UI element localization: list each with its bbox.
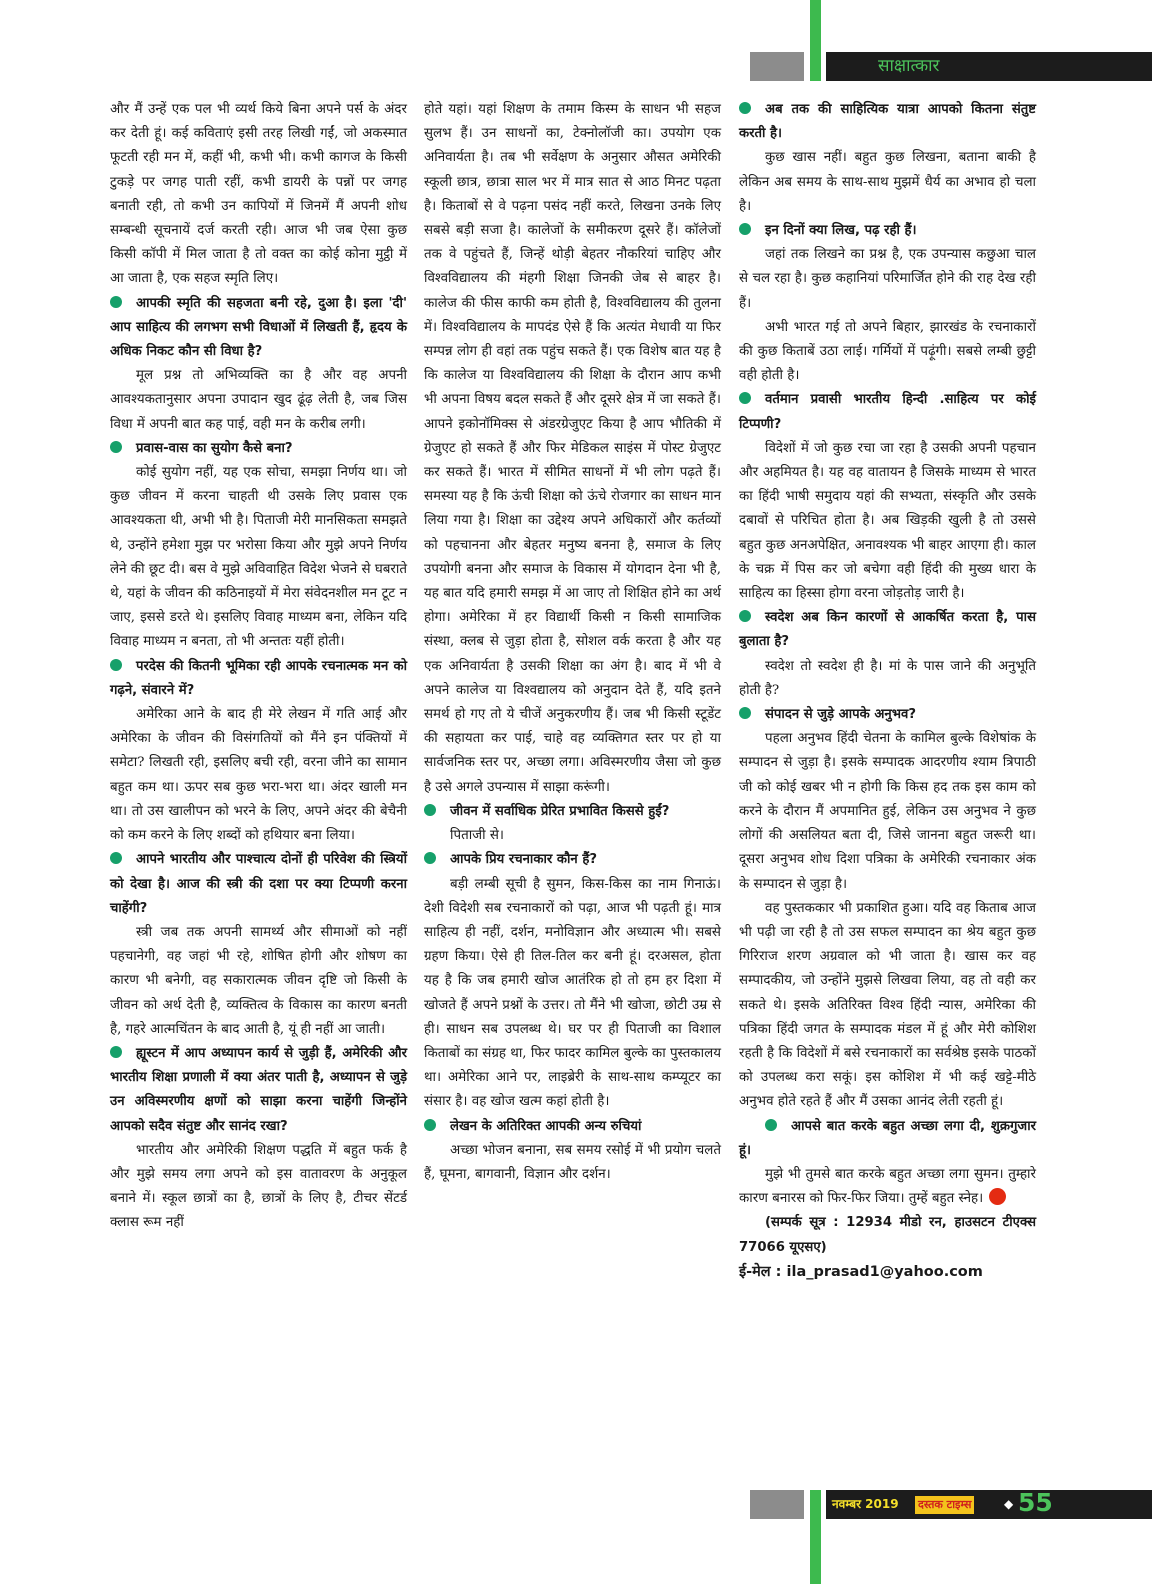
paragraph: होते यहां। यहां शिक्षण के तमाम किस्म के साधन भी सहज सुलभ हैं। उन साधनों का, टेक्नोलॉजी का। उपयोग एक अनिवार्यता है। तब भी सर्वेक्षण के अनुसार औसत अमेरिकी स्कूली छात्र, छात्रा साल भर में मात्र सात से आठ मिनट पढ़ता है। किताबों से वे पढ़ना पसंद नहीं करते, लिखना उनके लिए सबसे बड़ी सजा है। कालेजों के समीकरण दूसरे हैं। कॉलेजों तक वे पहुंचते हैं, जिन्हें थोड़ी बेहतर नौकरियां चाहिए और विश्वविद्यालय की मंहगी शिक्षा जिनकी जेब से बाहर है। कालेज की फीस काफी कम होती है, विश्वविद्यालय की तुलना में। विश्वविद्यालय के मापदंड ऐसे हैं कि अत्यंत मेधावी या फिर सम्पन्न लोग ही वहां तक पहुंच सकते हैं। एक विशेष बात यह है कि कालेज या विश्वविद्यालय की शिक्षा के दौरान आप कभी भी अपना विषय बदल सकते हैं और दूसरे क्षेत्र में जा सकते हैं। आपने इकोनॉमिक्स से अंडरग्रेजुएट किया है आप भौतिकी में ग्रेजुएट हो सकते हैं और फिर मेडिकल साइंस में पोस्ट ग्रेजुएट कर सकते हैं। भारत में सीमित साधनों में भी लोग पढ़ते हैं। समस्या यह है कि ऊंची शिक्षा को ऊंचे रोजगार का साधन मान लिया गया है। शिक्षा का उद्देश्य अपने अधिकारों और कर्तव्यों को पहचानना और बेहतर मनुष्य बनना है, समाज के लिए उपयोगी बनना और समाज के विकास में योगदान देना भी है, यह बात यदि हमारी समझ में आ जाए तो शिक्षित होने का अर्थ होगा। अमेरिका में हर विद्यार्थी किसी न किसी सामाजिक संस्था, क्लब से जुड़ा होता है, सोशल वर्क करता है और यह एक अनिवार्यता है उसकी शिक्षा का अंग है। बाद में भी वे अपने कालेज या विश्वद्यालय को अनुदान देते हैं, यदि इतने समर्थ हो गए तो ये चीजें अनुकरणीय हैं। जब भी किसी स्टूडेंट की सहायता कर पाई, चाहे वह व्यक्तिगत स्तर पर हो या सार्वजनिक स्तर पर, अच्छा लगा। अविस्मरणीय जैसा जो कुछ है उसे अगले उपन्यास में साझा करूंगी। <box>424 102 721 795</box>
paragraph: और मैं उन्हें एक पल भी व्यर्थ किये बिना अपने पर्स के अंदर कर देती हूं। कई कविताएं इसी तरह लिखी गईं, जो अकस्मात फूटती रही मन में, कहीं भी, कभी भी। कभी कागज के किसी टुकड़े पर जगह पाती रहीं, कभी डायरी के पन्नों पर जगह बनाती रही, तो कभी उन कापियों में जिनमें मैं अपनी शोध सम्बन्धी सूचनायें दर्ज करती रही। आज भी जब ऐसा कुछ किसी कॉपी में मिल जाता है तो वक्त का कोई कोना मुट्ठी में आ जाता है, एक सहज स्मृति लिए। <box>110 102 407 287</box>
article-column-3 <box>739 98 1036 1284</box>
page-number: 55 <box>1018 1488 1053 1517</box>
contact-email[interactable]: ई-मेल : ila_prasad1@yahoo.com <box>739 1263 983 1280</box>
bullet-icon <box>424 852 436 864</box>
bullet-icon <box>110 659 122 671</box>
question <box>110 655 407 703</box>
question-text: ह्यूस्टन में आप अध्यापन कार्य से जुड़ी हैं, अमेरिकी और भारतीय शिक्षा प्रणाली में क्या अंतर पाती है, अध्यापन से जुड़े उन अविस्मरणीय क्षणों को साझा करना चाहेंगी जिन्होंने आपको सदैव संतुष्ट और सानंद रखा? <box>110 1045 407 1134</box>
question-text: जीवन में सर्वाधिक प्रेरित प्रभावित किससे हुईं? <box>450 803 670 819</box>
answer: अच्छा भोजन बनाना, सब समय रसोई में भी प्रयोग चलते हैं, घूमना, बागवानी, विज्ञान और दर्शन। <box>424 1142 721 1182</box>
question <box>110 1042 407 1139</box>
contact-address: (सम्पर्क सूत्र : 12934 मीडो रन, हाउसटन टीएक्स 77066 यूएसए) <box>739 1215 1036 1255</box>
question-text: आपसे बात करके बहुत अच्छा लगा दी, शुक्रगुजार हूं। <box>739 1118 1036 1158</box>
footer-gray-block <box>750 1490 804 1519</box>
bullet-icon <box>739 392 751 404</box>
bullet-icon <box>424 804 436 816</box>
answer: कुछ खास नहीं। बहुत कुछ लिखना, बताना बाकी है लेकिन अब समय के साथ-साथ मुझमें धैर्य का अभाव हो चला है। <box>739 150 1036 214</box>
question-text: प्रवास-वास का सुयोग कैसे बना? <box>136 440 293 456</box>
answer: कोई सुयोग नहीं, यह एक सोचा, समझा निर्णय था। जो कुछ जीवन में करना चाहती थी उसके लिए प्रवास एक आवश्यकता थी, अभी भी है। पिताजी मेरी मानसिकता समझते थे, उन्होंने हमेशा मुझ पर भरोसा किया और मुझे अपने निर्णय लेने की छूट दी। बस वे मुझे अविवाहित विदेश भेजने से घबराते थे, यहां के जीवन की कठिनाइयों में मेरा संवेदनशील मन टूट न जाए, इससे डरते थे। इसलिए विवाह माध्यम बना, लेकिन यदि विवाह माध्यम न बनता, तो भी अन्ततः यहीं होती। <box>110 465 407 650</box>
header-black-bar <box>826 52 1152 81</box>
question <box>110 292 407 365</box>
article-column-2 <box>424 98 721 1187</box>
question <box>739 98 1036 146</box>
footer-green-bar <box>810 1490 821 1584</box>
question-text: आपने भारतीय और पाश्चात्य दोनों ही परिवेश की स्त्रियों को देखा है। आज की स्त्री की दशा पर क्या टिप्पणी करना चाहेंगी? <box>110 852 407 916</box>
answer: पहला अनुभव हिंदी चेतना के कामिल बुल्के विशेषांक के सम्पादन से जुड़ा है। इसके सम्पादक आदरणीय श्याम त्रिपाठी जी को कोई खबर भी न होगी कि किस हद तक इस काम को करने के दौरान मैं अपमानित हुई, लेकिन उस अनुभव ने कुछ लोगों की असलियत बता दी, जिसे जानना बहुत जरूरी था। दूसरा अनुभव शोध दिशा पत्रिका के अमेरिकी रचनाकार अंक के सम्पादन से जुड़ा है। <box>739 731 1036 892</box>
answer: अभी भारत गई तो अपने बिहार, झारखंड के रचनाकारों की कुछ किताबें उठा लाई। गर्मियों में पढ़ूंगी। सबसे लम्बी छुट्टी वही होती है। <box>739 319 1036 384</box>
bullet-icon <box>110 852 122 864</box>
answer: बड़ी लम्बी सूची है सुमन, किस-किस का नाम गिनाऊं। देशी विदेशी सब रचनाकारों को पढ़ा, आज भी पढ़ती हूं। मात्र साहित्य ही नहीं, दर्शन, मनोविज्ञान और अध्यात्म भी। सबसे ग्रहण किया। ऐसे ही तिल-तिल कर बनी हूं। दरअसल, होता यह है कि जब हमारी खोज आतंरिक हो तो हम हर दिशा में खोजते हैं अपने प्रश्नों के उत्तर। तो मैंने भी खोजा, छोटी उम्र से ही। साधन सब उपलब्ध थे। घर पर ही पिताजी का विशाल किताबों का संग्रह था, फिर फादर कामिल बुल्के का पुस्तकालय था। अमेरिका आने पर, लाइब्रेरी के साथ-साथ कम्प्यूटर का संसार है। वह खोज खत्म कहां होती है। <box>424 876 721 1110</box>
bullet-icon <box>765 1119 777 1131</box>
question <box>424 1115 721 1139</box>
article-column-1 <box>110 98 407 1236</box>
bullet-icon <box>739 707 751 719</box>
question <box>739 703 1036 727</box>
question-text: स्वदेश अब किन कारणों से आकर्षित करता है, पास बुलाता है? <box>739 610 1036 650</box>
question-text: इन दिनों क्या लिख, पढ़ रही हैं। <box>765 223 917 239</box>
question-text: आपकी स्मृति की सहजता बनी रहे, दुआ है। इला 'दी' आप साहित्य की लगभग सभी विधाओं में लिखती हैं, हृदय के अधिक निकट कौन सी विधा है? <box>110 295 407 360</box>
bullet-icon <box>739 610 751 622</box>
header-gray-block <box>750 52 804 81</box>
question-text: परदेस की कितनी भूमिका रही आपके रचनात्मक मन को गढ़ने, संवारने में? <box>110 658 407 698</box>
answer: स्वदेश तो स्वदेश ही है। मां के पास जाने की अनुभूति होती है? <box>739 658 1036 698</box>
question <box>110 848 407 921</box>
bullet-icon <box>424 1119 436 1131</box>
question <box>424 848 721 872</box>
answer: पिताजी से। <box>450 828 504 844</box>
bullet-icon <box>110 1046 122 1058</box>
bullet-icon <box>110 296 122 308</box>
answer <box>739 1163 1036 1211</box>
answer-text: मुझे भी तुमसे बात करके बहुत अच्छा लगा सुमन। तुम्हारे कारण बनारस को फिर-फिर जिया। तुम्हें बहुत स्नेह। <box>739 1166 1036 1207</box>
answer: अमेरिका आने के बाद ही मेरे लेखन में गति आई और अमेरिका के जीवन की विसंगतियों को मैंने इन पंक्तियों में समेटा? लिखती रही, इसलिए बची रही, वरना जीने का सामान बहुत कम था। ऊपर सब कुछ भरा-भरा था। अंदर खाली मन था। तो उस खालीपन को भरने के लिए, अपने अंदर की बेचैनी को कम करने के लिए शब्दों को हथियार बना लिया। <box>110 707 407 844</box>
end-mark-icon <box>989 1188 1006 1205</box>
question-text: संपादन से जुड़े आपके अनुभव? <box>765 707 917 723</box>
bullet-icon <box>739 223 751 235</box>
question <box>739 606 1036 654</box>
answer: भारतीय और अमेरिकी शिक्षण पद्धति में बहुत फर्क है और मुझे समय लगा अपने को इस वातावरण के अनुकूल बनाने में। स्कूल छात्रों का है, छात्रों के लिए है, टीचर सेंटर्ड क्लास रूम नहीं <box>110 1142 407 1231</box>
question-text: वर्तमान प्रवासी भारतीय हिन्दी .साहित्य पर कोई टिप्पणी? <box>739 392 1036 432</box>
question <box>424 800 721 824</box>
answer: मूल प्रश्न तो अभिव्यक्ति का है और वह अपनी आवश्यकतानुसार अपना उपादान खुद ढूंढ़ लेती है, जब जिस विधा में अपनी बात कह पाई, वही मन के करीब लगी। <box>110 368 407 432</box>
header-green-bar <box>810 0 821 81</box>
question <box>739 388 1036 436</box>
answer: विदेशों में जो कुछ रचा जा रहा है उसकी अपनी पहचान और अहमियत है। यह वह वातायन है जिसके माध्यम से भारत का हिंदी भाषी समुदाय यहां की सभ्यता, संस्कृति और उसके दबावों से परिचित होता है। अब खिड़की खुली है तो उससे बहुत कुछ अनअपेक्षित, अनावश्यक भी बाहर आएगा ही। काल के चक्र में पिस कर जो बचेगा वही हिंदी की मुख्य धारा के साहित्य का हिस्सा होगा वरना जोड़तोड़ जारी है। <box>739 440 1036 602</box>
question-text: आपके प्रिय रचनाकार कौन हैं? <box>450 852 597 868</box>
section-title: साक्षात्कार <box>878 56 940 76</box>
magazine-logo: दस्तक टाइम्स <box>915 1496 974 1514</box>
answer: वह पुस्तककार भी प्रकाशित हुआ। यदि वह किताब आज भी पढ़ी जा रही है तो उस सफल सम्पादन का श्रेय बहुत कुछ गिरिराज शरण अग्रवाल को भी जाता है। खास कर वह सम्पादकीय, जो उन्होंने मुझसे लिखवा लिया, वह तो वही कर सकते थे। इसके अतिरिक्त विश्व हिंदी न्यास, अमेरिका की पत्रिका हिंदी जगत के सम्पादक मंडल में हूं और मेरी कोशिश रहती है कि विदेशों में बसे रचनाकारों का सर्वश्रेष्ठ इसके पाठकों को उपलब्ध करा सकूं। इस कोशिश में भी कई खट्टे-मीठे अनुभव होते रहते हैं और मैं उसका आनंद लेती रहती हूं। <box>739 900 1036 1110</box>
question-text: अब तक की साहित्यिक यात्रा आपको कितना संतुष्ट करती है। <box>739 102 1036 142</box>
separator-diamond-icon: ◆ <box>1004 1497 1014 1511</box>
question <box>739 219 1036 243</box>
question-text: लेखन के अतिरिक्त आपकी अन्य रुचियां <box>450 1118 642 1134</box>
question <box>110 437 407 461</box>
answer: स्त्री जब तक अपनी सामर्थ्य और सीमाओं को नहीं पहचानेगी, वह जहां भी रहे, शोषित होगी और शोषण का कारण भी बनेगी, वह सकारात्मक जीवन दृष्टि जो किसी के जीवन को अर्थ देती है, व्यक्तित्व के विकास का कारण बनती है, गहरे आत्मचिंतन के बाद आती है, यूं ही नहीं आ जाती। <box>110 924 407 1037</box>
issue-month: नवम्बर 2019 <box>832 1497 899 1511</box>
bullet-icon <box>739 102 751 114</box>
bullet-icon <box>110 441 122 453</box>
question <box>739 1115 1036 1163</box>
answer: जहां तक लिखने का प्रश्न है, एक उपन्यास कछुआ चाल से चल रहा है। कुछ कहानियां परिमार्जित होने की राह देख रही हैं। <box>739 247 1036 311</box>
